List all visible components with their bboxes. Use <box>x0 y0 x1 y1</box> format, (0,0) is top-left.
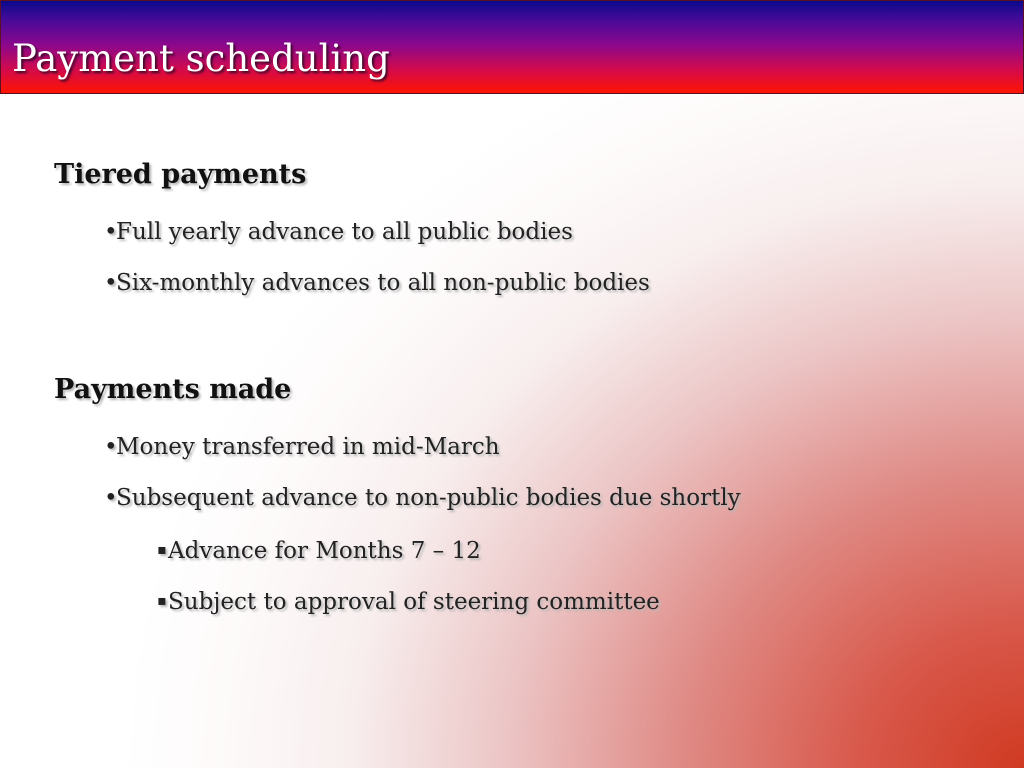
sub-bullet-text: Advance for Months 7 – 12 <box>168 538 481 564</box>
square-bullet-icon: ▪ <box>157 593 167 609</box>
square-bullet-icon: ▪ <box>157 542 167 558</box>
bullet-text: Full yearly advance to all public bodies <box>116 219 573 245</box>
bullet-text: Money transferred in mid-March <box>116 434 500 460</box>
slide-title: Payment scheduling <box>12 37 390 80</box>
bullet-item <box>104 217 573 247</box>
bullet-item <box>104 268 650 298</box>
title-bar <box>0 0 1024 94</box>
bullet-item <box>104 432 500 462</box>
bullet-icon: • <box>104 485 118 511</box>
bullet-text: Subsequent advance to non-public bodies due shortly <box>116 485 741 511</box>
bullet-text: Six-monthly advances to all non-public bodies <box>116 270 650 296</box>
section-heading-payments-made: Payments made <box>54 374 292 405</box>
sub-bullet-text: Subject to approval of steering committee <box>168 589 660 615</box>
sub-bullet-item <box>156 535 481 566</box>
bullet-icon: • <box>104 270 118 296</box>
bullet-icon: • <box>104 434 118 460</box>
bullet-icon: • <box>104 219 118 245</box>
section-heading-tiered-payments: Tiered payments <box>54 159 307 190</box>
sub-bullet-item <box>156 586 660 617</box>
bullet-item <box>104 483 741 513</box>
